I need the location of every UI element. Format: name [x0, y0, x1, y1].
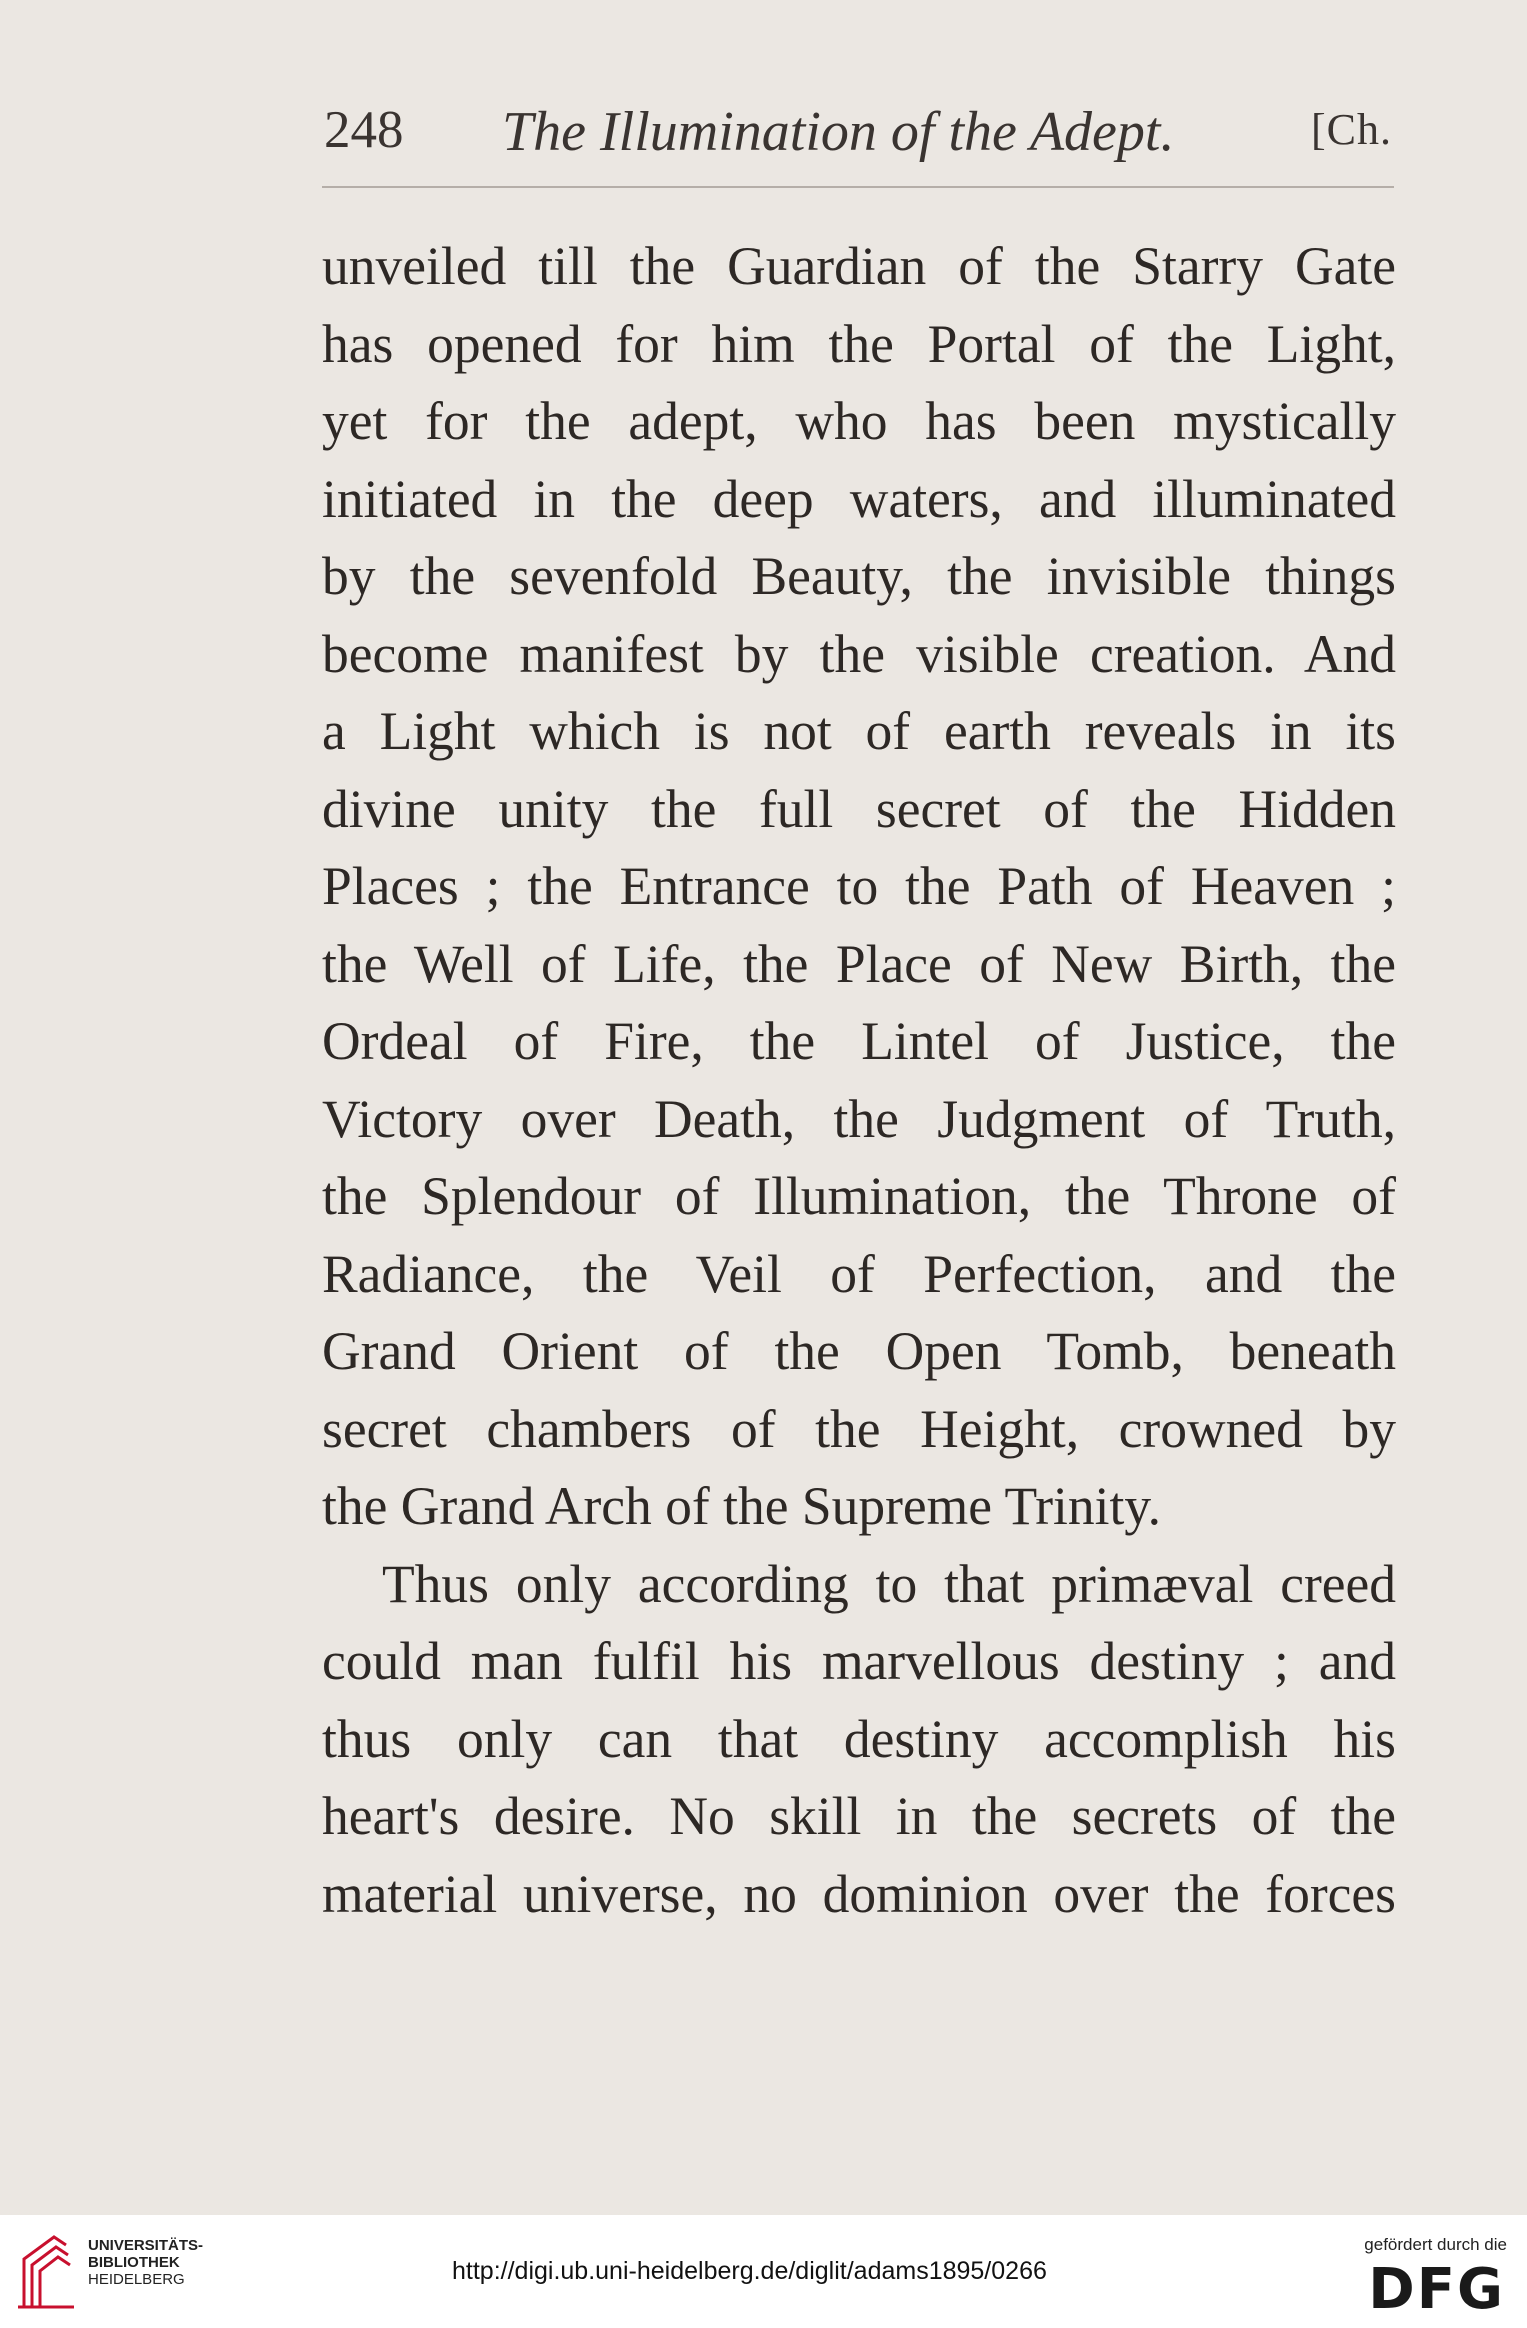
page-header	[320, 100, 1400, 170]
text-line: the Splendour of Illumination, the Throne of	[322, 1166, 1396, 1226]
text-line: the Well of Life, the Place of New Birth, the	[322, 933, 1396, 994]
library-name-line: BIBLIOTHEK	[88, 2254, 180, 2271]
funded-by-label: gefördert durch die	[1364, 2235, 1507, 2254]
text-line: heart's desire. No skill in the secrets of the	[322, 1786, 1396, 1846]
text-line: could man fulfil his marvellous destiny ; and	[322, 1631, 1396, 1691]
text-line: divine unity the full secret of the Hidden	[322, 778, 1396, 839]
paragraph-end-line: the Grand Arch of the Supreme Trinity.	[322, 1476, 1162, 1536]
text-line: material universe, no dominion over the forces	[322, 1863, 1396, 1924]
text-line: Radiance, the Veil of Perfection, and the	[322, 1243, 1396, 1304]
digital-copy-url[interactable]: http://digi.ub.uni-heidelberg.de/diglit/adams1895/0266	[452, 2257, 1047, 2285]
library-name-line: HEIDELBERG	[88, 2271, 185, 2288]
text-line: Victory over Death, the Judgment of Truth,	[322, 1088, 1396, 1149]
text-line: initiated in the deep waters, and illuminated	[322, 468, 1396, 529]
text-line: secret chambers of the Height, crowned by	[322, 1398, 1396, 1459]
library-name	[88, 2237, 203, 2288]
text-line: Grand Orient of the Open Tomb, beneath	[322, 1321, 1396, 1381]
chapter-mark: [Ch.	[1311, 105, 1392, 154]
text-line: has opened for him the Portal of the Light,	[322, 313, 1396, 374]
page-number: 248	[324, 101, 404, 159]
library-name-line: UNIVERSITÄTS-	[88, 2237, 204, 2254]
running-title: The Illumination of the Adept.	[502, 101, 1175, 163]
digitization-footer	[0, 2215, 1527, 2328]
header-rule	[322, 186, 1394, 188]
library-logo-icon	[14, 2229, 92, 2313]
text-line: by the sevenfold Beauty, the invisible things	[322, 546, 1396, 606]
dfg-logo: DFG	[1368, 2257, 1505, 2322]
text-line: thus only can that destiny accomplish his	[322, 1708, 1396, 1769]
text-line: a Light which is not of earth reveals in its	[322, 701, 1396, 761]
text-line: become manifest by the visible creation. And	[322, 623, 1396, 684]
paragraph-start-line: Thus only according to that primæval creed	[382, 1553, 1396, 1614]
body-text	[322, 228, 1396, 1933]
text-line: unveiled till the Guardian of the Starry Gate	[322, 236, 1396, 296]
text-line: yet for the adept, who has been mystically	[322, 391, 1396, 451]
text-line: Places ; the Entrance to the Path of Heaven ;	[322, 856, 1396, 916]
text-line: Ordeal of Fire, the Lintel of Justice, the	[322, 1011, 1396, 1071]
